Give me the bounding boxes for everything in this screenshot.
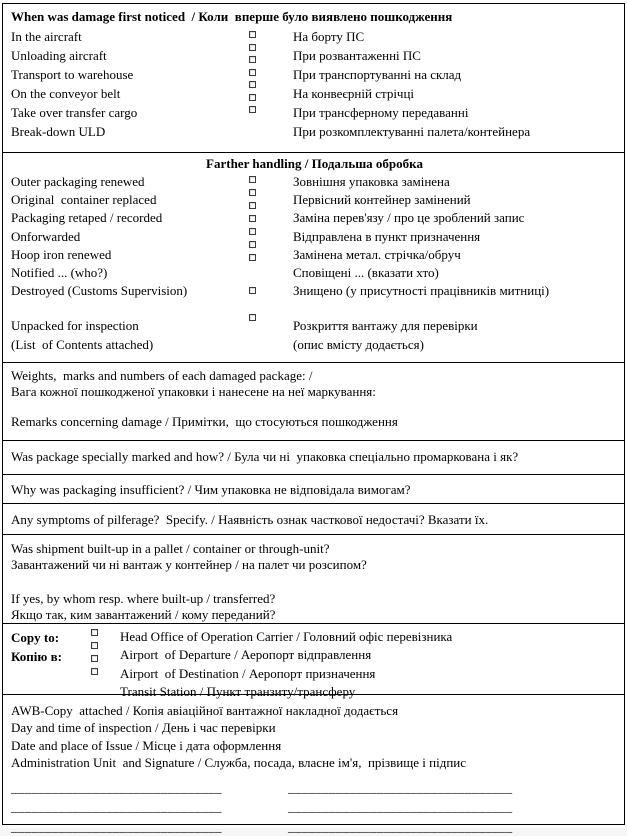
inspection-time-line: Day and time of inspection / День і час перевірки	[11, 720, 276, 736]
checkbox[interactable]	[249, 44, 256, 51]
copy-to-label-uk: Копію в:	[11, 649, 62, 664]
if-yes-question-uk: Якщо так, ким завантажений / кому переданий?	[11, 606, 276, 622]
checkbox[interactable]	[91, 655, 98, 662]
section-farther-handling	[3, 153, 624, 363]
section-copy-to	[3, 624, 624, 699]
checkbox[interactable]	[249, 215, 256, 222]
row-label-uk: Знищено (у присутності працівників митниці)	[293, 283, 550, 299]
farther-handling-checkbox-column	[236, 172, 293, 321]
row-label-en: On the conveyor belt	[11, 86, 121, 101]
row-label-en: Packaging retaped / recorded	[11, 210, 163, 226]
copy-to-label-en: Copy to:	[11, 630, 60, 645]
farther-handling-columns	[11, 172, 618, 354]
row-label-uk: Замінена метал. стрічка/обруч	[293, 246, 461, 262]
checkbox[interactable]	[249, 69, 256, 76]
spacer	[11, 572, 618, 591]
checkbox[interactable]	[249, 202, 256, 209]
section-when-noticed	[3, 4, 624, 153]
checkbox[interactable]	[249, 189, 256, 196]
row-label-en: Notified ... (who?)	[11, 265, 108, 281]
checkbox[interactable]	[249, 228, 256, 235]
section-farther-handling-title: Farther handling / Подальша обробка	[206, 156, 423, 171]
built-up-question-uk: Завантажений чи ні вантаж у контейнер / на палет чи розсипом?	[11, 556, 367, 572]
checkbox[interactable]	[249, 254, 256, 261]
row-label-en: Transport to warehouse	[11, 67, 134, 82]
section-built-up	[3, 535, 624, 624]
checkbox[interactable]	[249, 81, 256, 88]
row-label-uk: При розвантаженні ПС	[293, 48, 421, 63]
copy-destination: Airport of Departure / Аеропорт відправлення	[120, 647, 372, 663]
checkbox[interactable]	[91, 629, 98, 636]
weights-line-en: Weights, marks and numbers of each damaged package: /	[11, 368, 313, 383]
checkbox[interactable]	[91, 642, 98, 649]
row-label-en: Break-down ULD	[11, 124, 106, 139]
checkbox[interactable]	[91, 668, 98, 675]
admin-signature-line: Administration Unit and Signature / Служба, посада, власне ім'я, прізвище і підпис	[11, 754, 467, 770]
when-noticed-labels-uk	[293, 25, 618, 141]
row-label-en: Original container replaced	[11, 192, 157, 208]
row-label-uk: (опис вмісту додається)	[293, 336, 424, 352]
issue-place-line: Date and place of Issue / Місце і дата оформлення	[11, 737, 282, 753]
copy-to-checkbox-column	[91, 624, 120, 675]
specially-marked-question: Was package specially marked and how? / Була чи ні упаковка спеціально промаркована і як?	[11, 449, 519, 464]
row-label-uk: На конвеєрній стрічці	[293, 86, 415, 101]
row-label-uk: Сповіщені ... (вказати хто)	[293, 265, 439, 281]
signature-blank-right: _________________________________	[288, 818, 513, 834]
spacer	[11, 300, 236, 317]
pilferage-question: Any symptoms of pilferage? Specify. / Наявність ознак часткової недостачі? Вказати їх.	[11, 512, 489, 527]
row-label-en: Take over transfer cargo	[11, 105, 138, 120]
signature-blank-left: _______________________________	[11, 818, 222, 834]
packaging-insufficient-question: Why was packaging insufficient? / Чим упаковка не відповідала вимогам?	[11, 482, 411, 497]
checkbox[interactable]	[249, 56, 256, 63]
copy-to-destinations	[120, 624, 618, 701]
copy-destination: Head Office of Operation Carrier / Головний офіс перевізника	[120, 629, 453, 644]
when-noticed-checkbox-column	[236, 25, 293, 113]
row-label-uk: На борту ПС	[293, 29, 365, 44]
when-noticed-columns	[11, 25, 618, 141]
row-label-en: In the aircraft	[11, 29, 82, 44]
section-pilferage	[3, 504, 624, 535]
row-label-en: Destroyed (Customs Supervision)	[11, 283, 188, 299]
row-label-en: Unpacked for inspection	[11, 318, 139, 334]
spacer	[11, 399, 618, 414]
signature-lines	[11, 778, 618, 836]
checkbox[interactable]	[249, 106, 256, 113]
row-label-uk: Первісний контейнер замінений	[293, 192, 471, 208]
signature-blank-left: _______________________________	[11, 799, 222, 815]
row-label-uk: Розкриття вантажу для перевірки	[293, 318, 478, 334]
signature-blank-left: _______________________________	[11, 780, 222, 796]
copy-to-labels	[11, 624, 91, 666]
section-packaging-insufficient	[3, 475, 624, 504]
checkbox[interactable]	[249, 94, 256, 101]
row-label-uk: Відправлена в пункт призначення	[293, 228, 481, 244]
row-label-en: Onforwarded	[11, 228, 81, 244]
row-label-en: (List of Contents attached)	[11, 336, 154, 352]
copy-destination: Transit Station / Пункт транзиту/трансферу	[120, 683, 356, 699]
checkbox[interactable]	[249, 241, 256, 248]
signature-row	[11, 817, 618, 836]
section-awb-signature	[3, 695, 624, 836]
built-up-question-en: Was shipment built-up in a pallet / container or through-unit?	[11, 541, 330, 556]
row-label-en: Unloading aircraft	[11, 48, 107, 63]
row-label-uk: При розкомплектуванні палета/контейнера	[293, 124, 531, 139]
row-label-uk: Зовнішня упаковка замінена	[293, 174, 450, 189]
row-label-en: Outer packaging renewed	[11, 174, 145, 189]
awb-copy-line: AWB-Copy attached / Копія авіаційної вантажної накладної додається	[11, 703, 399, 718]
checkbox-destroyed[interactable]	[249, 287, 256, 294]
farther-handling-labels-en	[11, 172, 236, 354]
when-noticed-labels-en	[11, 25, 236, 141]
section-specially-marked	[3, 441, 624, 475]
remarks-line: Remarks concerning damage / Примітки, що стосуються пошкодження	[11, 414, 398, 430]
signature-row	[11, 778, 618, 797]
checkbox[interactable]	[249, 176, 256, 183]
row-label-uk: При трансферному передаванні	[293, 105, 469, 120]
section-when-noticed-title: When was damage first noticed / Коли вперше було виявлено пошкодження	[11, 9, 453, 24]
farther-handling-labels-uk	[293, 172, 618, 354]
copy-destination: Airport of Destination / Аеропорт призначення	[120, 665, 376, 681]
row-label-uk: Заміна перев'язу / про це зроблений запис	[293, 210, 525, 226]
spacer	[293, 300, 618, 317]
row-label-uk: При транспортуванні на склад	[293, 67, 462, 82]
if-yes-question-en: If yes, by whom resp. where built-up / transferred?	[11, 591, 276, 606]
row-label-en: Hoop iron renewed	[11, 246, 112, 262]
checkbox[interactable]	[249, 31, 256, 38]
signature-blank-right: _________________________________	[288, 780, 513, 796]
weights-line-uk: Вага кожної пошкодженої упаковки і нанесене на неї маркування:	[11, 383, 376, 399]
section-weights-remarks	[3, 363, 624, 441]
signature-row	[11, 797, 618, 816]
checkbox-unpacked[interactable]	[249, 314, 256, 321]
signature-blank-right: _________________________________	[288, 799, 513, 815]
damage-report-form	[2, 3, 625, 834]
